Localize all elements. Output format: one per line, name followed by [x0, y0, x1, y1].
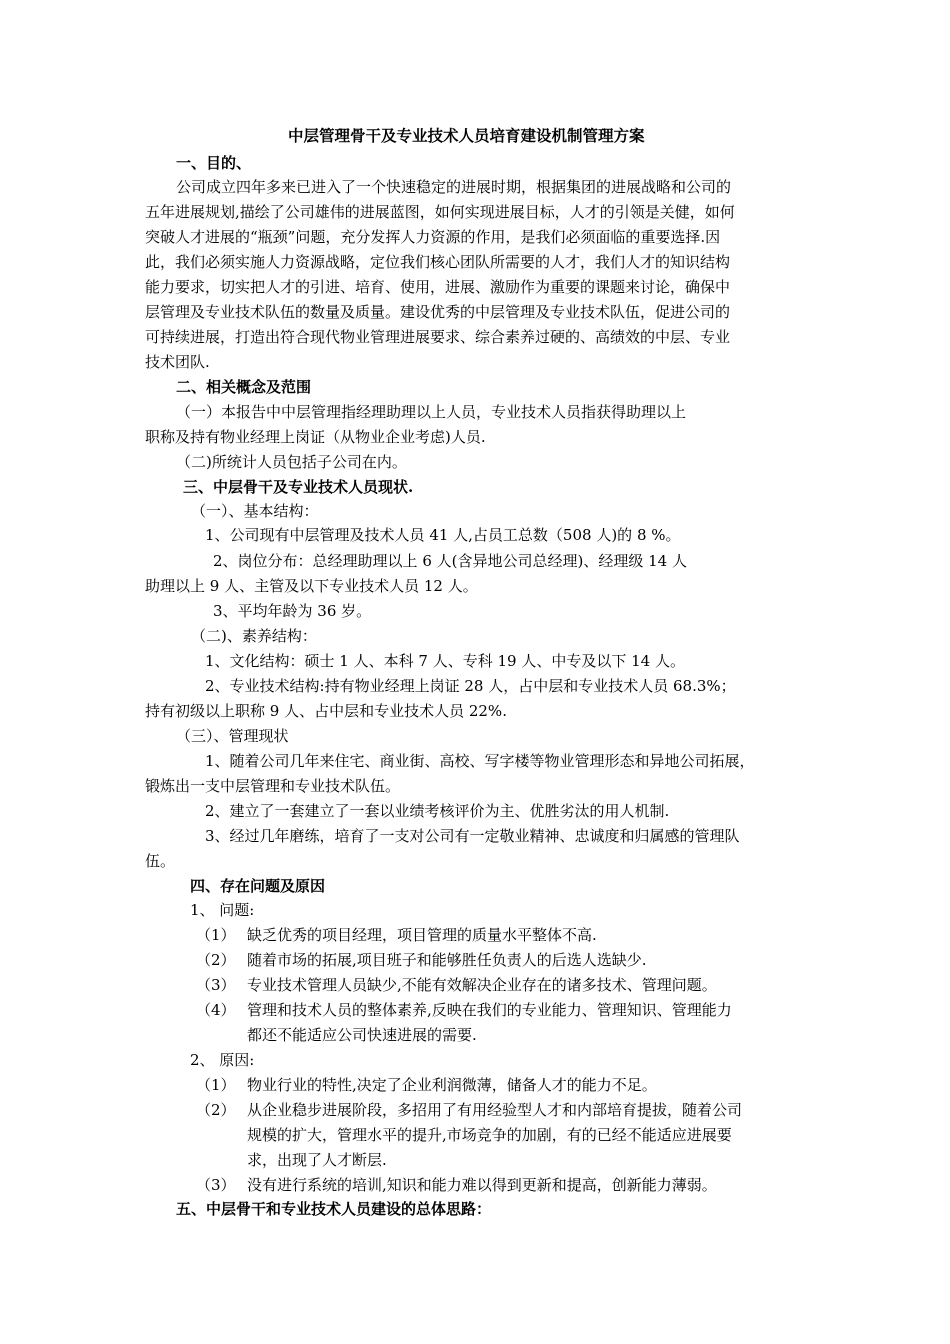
- list-item: 2、岗位分布：总经理助理以上 6 人(含异地公司总经理)、经理级 14 人: [213, 552, 687, 570]
- paragraph-line: （一）本报告中中层管理指经理助理以上人员，专业技术人员指获得助理以上: [176, 403, 687, 421]
- problem-text: 专业技术管理人员缺少,不能有效解决企业存在的诸多技术、管理问题。: [247, 976, 717, 994]
- problem-number: （4）: [196, 1001, 236, 1019]
- list-item: 3、平均年龄为 36 岁。: [213, 602, 372, 620]
- document-title: 中层管理骨干及专业技术人员培育建设机制管理方案: [288, 126, 645, 145]
- list-item: 1、文化结构：硕士 1 人、本科 7 人、专科 19 人、中专及以下 14 人。: [205, 652, 685, 670]
- problem-number: （1）: [196, 926, 236, 944]
- list-item: 1、随着公司几年来住宅、商业街、高校、写字楼等物业管理形态和异地公司拓展，: [205, 752, 755, 770]
- paragraph-line: 公司成立四年多来已进入了一个快速稳定的进展时期，根据集团的进展战略和公司的: [176, 178, 732, 196]
- reason-number: （2）: [196, 1101, 236, 1119]
- reason-text: 求，出现了人才断层.: [247, 1151, 387, 1169]
- list-item: 锻炼出一支中层管理和专业技术队伍。: [145, 777, 401, 795]
- reason-text: 规模的扩大，管理水平的提升,市场竞争的加剧，有的已经不能适应进展要: [247, 1126, 732, 1144]
- paragraph-line: 职称及持有物业经理上岗证（从物业企业考虑)人员.: [145, 428, 486, 446]
- paragraph-line: 可持续进展，打造出符合现代物业管理进展要求、综合素养过硬的、高绩效的中层、专业: [145, 328, 731, 346]
- problem-text: 随着市场的拓展,项目班子和能够胜任负责人的后选人选缺少.: [247, 951, 647, 969]
- paragraph-line: 此，我们必须实施人力资源战略，定位我们核心团队所需要的人才，我们人才的知识结构: [145, 253, 731, 271]
- paragraph-line: 层管理及专业技术队伍的数量及质量。建设优秀的中层管理及专业技术队伍，促进公司的: [145, 303, 731, 321]
- reason-text: 没有进行系统的培训,知识和能力难以得到更新和提高，创新能力薄弱。: [247, 1176, 717, 1194]
- section-2-heading: 二、相关概念及范围: [176, 378, 312, 396]
- subsection-heading: （三）、管理现状: [176, 727, 289, 745]
- reason-text: 物业行业的特性,决定了企业利润微薄，储备人才的能力不足。: [247, 1076, 657, 1094]
- problem-number: （2）: [196, 951, 236, 969]
- reason-text: 从企业稳步进展阶段，多招用了有用经验型人才和内部培育提拔，随着公司: [247, 1101, 743, 1119]
- list-item: 1、公司现有中层管理及技术人员 41 人,占员工总数（508 人)的 8 %。: [205, 526, 681, 544]
- problem-text: 都还不能适应公司快速进展的需要.: [247, 1026, 477, 1044]
- problem-text: 管理和技术人员的整体素养,反映在我们的专业能力、管理知识、管理能力: [247, 1001, 732, 1019]
- paragraph-line: 突破人才进展的“瓶颈”问题，充分发挥人力资源的作用，是我们必须面临的重要选择.因: [145, 228, 721, 246]
- problem-text: 缺乏优秀的项目经理，项目管理的质量水平整体不高.: [247, 926, 597, 944]
- list-item: 助理以上 9 人、主管及以下专业技术人员 12 人。: [145, 577, 478, 595]
- subsection-heading: （一）、基本结构：: [191, 502, 319, 520]
- problems-label: 1、 问题:: [190, 901, 255, 919]
- section-1-heading: 一、目的、: [176, 154, 252, 172]
- list-item: 2、专业技术结构:持有物业经理上岗证 28 人，占中层和专业技术人员 68.3%；: [205, 677, 736, 695]
- paragraph-line: 技术团队.: [145, 353, 210, 371]
- reason-number: （1）: [196, 1076, 236, 1094]
- paragraph-line: 五年进展规划,描绘了公司雄伟的进展蓝图，如何实现进展目标，人才的引领是关健，如何: [145, 203, 735, 221]
- section-5-heading: 五、中层骨干和专业技术人员建设的总体思路：: [176, 1200, 492, 1218]
- list-item: 持有初级以上职称 9 人、占中层和专业技术人员 22%.: [145, 702, 507, 720]
- list-item: 3、经过几年磨练，培育了一支对公司有一定敬业精神、忠诚度和归属感的管理队: [205, 827, 740, 845]
- list-item: 伍。: [145, 852, 176, 870]
- reasons-label: 2、 原因:: [190, 1051, 255, 1069]
- section-4-heading: 四、存在问题及原因: [190, 877, 326, 895]
- subsection-heading: （二)、素养结构：: [191, 627, 317, 645]
- reason-number: （3）: [196, 1176, 236, 1194]
- paragraph-line: 能力要求，切实把人才的引进、培育、使用，进展、激励作为重要的课题来讨论，确保中: [145, 278, 731, 296]
- problem-number: （3）: [196, 976, 236, 994]
- section-3-heading: 三、中层骨干及专业技术人员现状.: [183, 478, 414, 496]
- list-item: 2、建立了一套建立了一套以业绩考核评价为主、优胜劣汰的用人机制.: [205, 802, 670, 820]
- paragraph-line: （二)所统计人员包括子公司在内。: [176, 453, 407, 471]
